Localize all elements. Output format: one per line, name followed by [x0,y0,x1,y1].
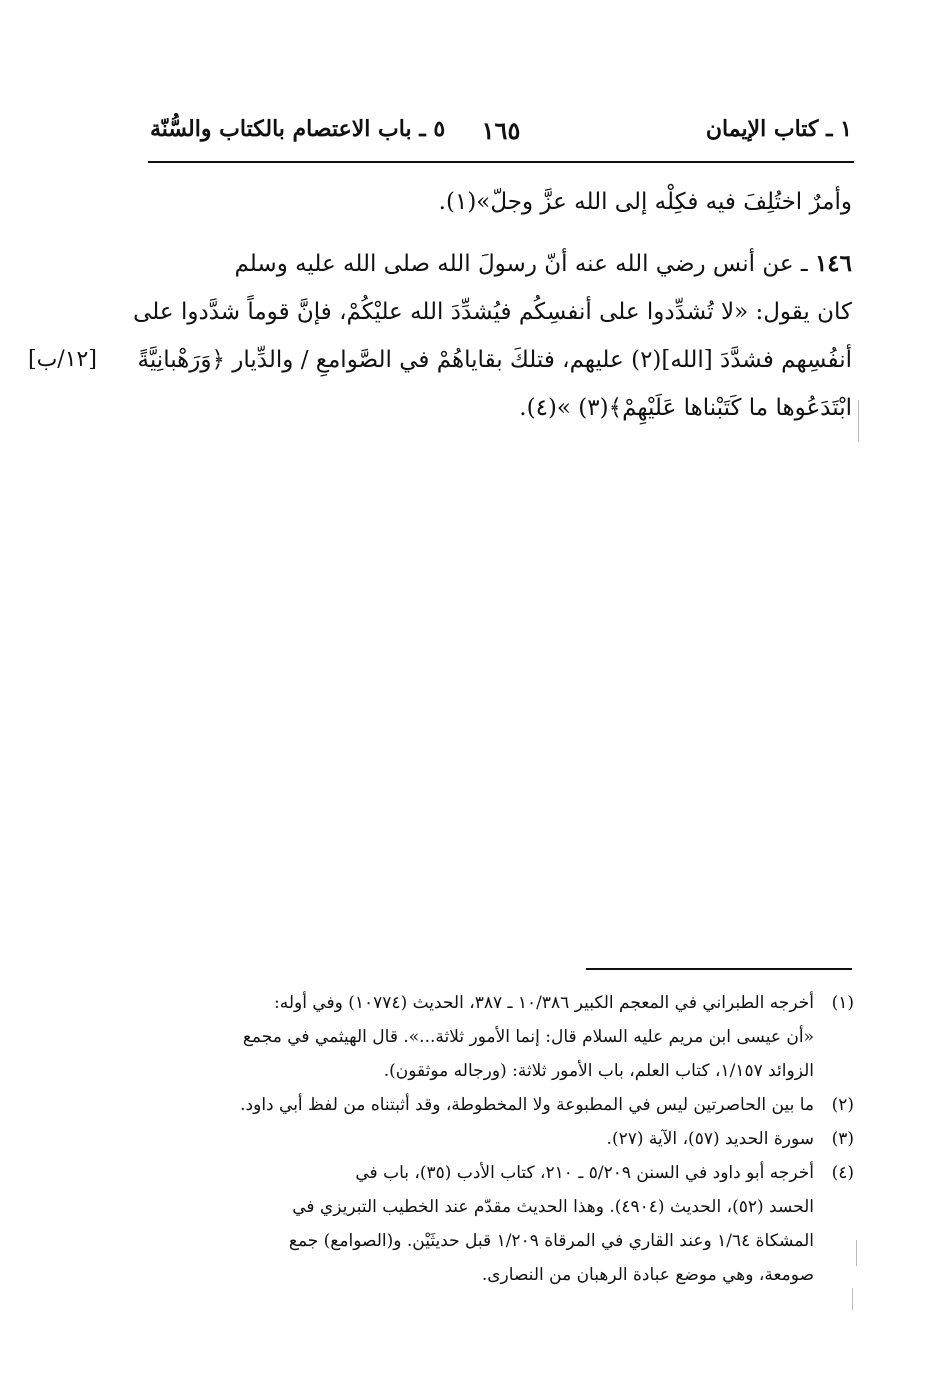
footnote-line: ما بين الحاصرتين ليس في المطبوعة ولا المخطوطة، وقد أثبتناه من لفظ أبي داود. [240,1095,814,1115]
text-line-3: كان يقول: «لا تُشدِّدوا على أنفسِكُم فيُشدِّدَ الله عليْكُمْ، فإنَّ قوماً شدَّدوا على [133,299,852,325]
text-line-1: وأمرٌ اختُلِفَ فيه فكِلْه إلى الله عزَّ وجلّ»(١). [438,189,852,215]
footnote-number: (٢) [831,1095,854,1115]
header-book-title: ١ ـ كتاب الإيمان [705,116,852,142]
footnote-number: (١) [831,993,854,1013]
hadith-opening-text: ـ عن أنس رضي الله عنه أنّ رسولَ الله صلى الله عليه وسلم [234,251,815,277]
text-line-4-content: أنفُسِهم فشدَّدَ [الله](٢) عليهم، فتلكَ بقاياهُمْ في الصَّوامعِ / والدِّيار ﴿وَرَهْبانِيَّةً [137,347,852,373]
header-chapter-title: ٥ ـ باب الاعتصام بالكتاب والسُّنّة [150,116,446,142]
main-text [28,178,852,432]
footnote-1 [150,986,854,1088]
footnote-number: (٤) [831,1163,854,1183]
footnote-line: صومعة، وهي موضع عبادة الرهبان من النصارى. [481,1265,814,1285]
paragraph-gap [148,226,852,240]
scan-artifact [856,1240,857,1266]
footnote-line: سورة الحديد (٥٧)، الآية (٢٧). [606,1129,814,1149]
text-line-5: ابْتَدَعُوها ما كَتَبْناها عَلَيْهِمْ﴾(٣) »(٤). [519,395,852,421]
footnote-line: أخرجه الطبراني في المعجم الكبير ١٠/٣٨٦ ـ ٣٨٧، الحديث (١٠٧٧٤) وفي أوله: [274,993,814,1013]
scan-artifact [852,1288,853,1310]
header-divider [148,161,854,163]
hadith-number: ١٤٦ [814,250,852,277]
footnote-3 [150,1122,854,1156]
footnotes [150,986,854,1292]
footnote-2 [150,1088,854,1122]
footnote-line: المشكاة ١/٦٤ وعند القاري في المرقاة ١/٢٠٩ قبل حديثَيْن. و(الصوامع) جمع [288,1231,814,1251]
footnote-line: «أن عيسى ابن مريم عليه السلام قال: إنما الأمور ثلاثة...». قال الهيثمي في مجمع [242,1027,814,1047]
hadith-opening-line [148,240,852,288]
scan-artifact [858,400,859,442]
footnote-4 [150,1156,854,1292]
footnote-line: الحسد (٥٢)، الحديث (٤٩٠٤). وهذا الحديث مقدّم عند الخطيب التبريزي في [292,1197,814,1217]
text-line-4 [28,336,852,384]
footnote-number: (٣) [831,1129,854,1149]
footnote-divider [586,968,852,970]
running-header [150,116,852,156]
footnote-line: أخرجه أبو داود في السنن ٥/٢٠٩ ـ ٢١٠، كتاب الأدب (٣٥)، باب في [355,1163,814,1183]
page-number: ١٦٥ [481,116,521,145]
footnote-line: الزوائد ١/١٥٧، كتاب العلم، باب الأمور ثلاثة: (ورجاله موثقون). [383,1061,814,1081]
manuscript-folio-ref: [١٢/ب] [28,347,97,372]
